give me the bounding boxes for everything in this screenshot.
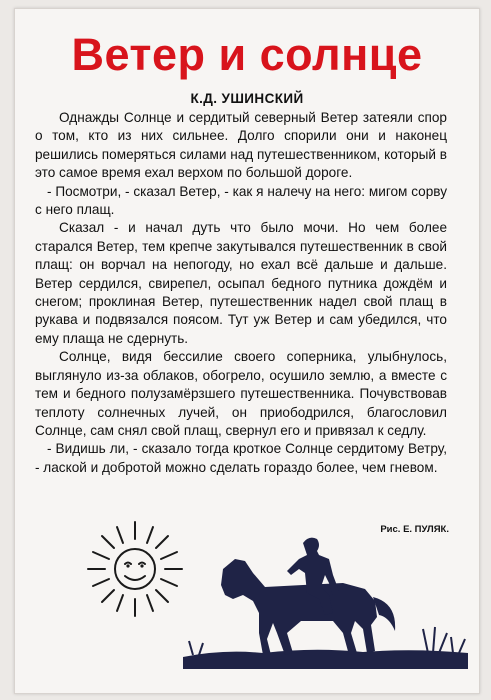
story-paragraph: Однажды Солнце и сердитый северный Ветер затеяли спор о том, кто из них сильнее. Долго спорили они и наконец решились померяться силами над путешественником, который в это самое время ехал верхом по большой дороге. — [35, 110, 448, 181]
page-sheet — [14, 8, 480, 694]
illustration-credit: Рис. Е. ПУЛЯК. — [380, 524, 449, 535]
story-author: К.Д. УШИНСКИЙ — [190, 91, 304, 106]
story-paragraph: - Посмотри, - сказал Ветер, - как я налечу на него: мигом сорву с него плащ. — [35, 183, 447, 218]
smiling-sun-icon — [75, 514, 195, 624]
story-title: Ветер и солнце — [71, 29, 423, 80]
story-paragraph: Сказал - и начал дуть что было мочи. Но чем более старался Ветер, тем крепче закутывался путешественник в свой плащ: он ворчал на непогоду, но ехал всё дальше и дальше. Ветер сердился, свирепел, осыпал бедного путника дождём и снегом; проклиная Ветер, путешественник надел свой плащ в рукава и подвязался поясом. Тут уж Ветер и сам убедился, что ему плаща не сдернуть. — [35, 220, 447, 346]
story-paragraph: - Видишь ли, - сказало тогда кроткое Солнце сердитому Ветру, - лаской и добротой можно сделать гораздо более, чем гневом. — [35, 441, 447, 475]
story-paragraph: Солнце, видя бессилие своего соперника, улыбнулось, выглянуло из-за облаков, обогрело, осушило землю, а вместе с тем и бедного полузамёрзшего путешественника. Почувствовав теплоту солнечных лучей, он приободрился, благословил Солнце, сам снял свой плащ, свернул его и привязал к седлу. — [35, 349, 447, 438]
story-text — [35, 109, 447, 477]
horse-rider-silhouette — [183, 529, 468, 669]
